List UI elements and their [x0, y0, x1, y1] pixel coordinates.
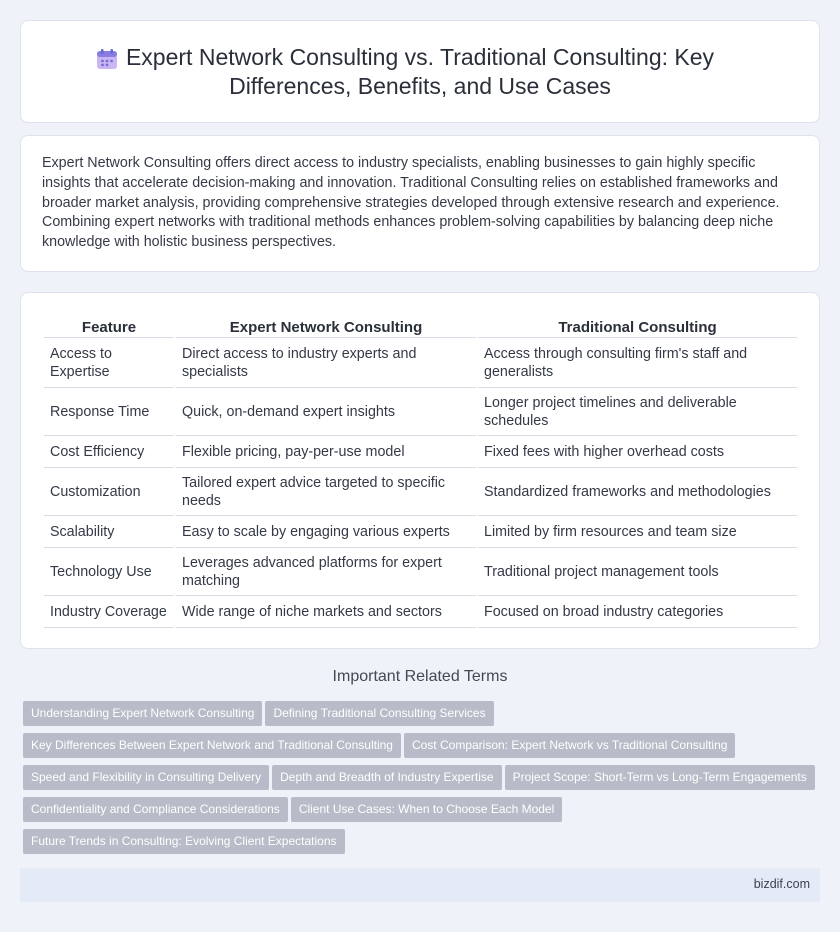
- related-terms-list: [23, 701, 823, 861]
- table-cell: Technology Use: [44, 548, 174, 596]
- related-term-tag[interactable]: Defining Traditional Consulting Services: [265, 701, 493, 726]
- related-term-tag[interactable]: Cost Comparison: Expert Network vs Traditional Consulting: [404, 733, 735, 758]
- column-header: Feature: [44, 315, 174, 338]
- header-card: [20, 20, 820, 123]
- table-row: [44, 516, 797, 548]
- related-term-tag[interactable]: Speed and Flexibility in Consulting Delivery: [23, 765, 269, 790]
- table-cell: Fixed fees with higher overhead costs: [478, 436, 797, 468]
- tag-row: [23, 797, 823, 829]
- tag-row: [23, 733, 823, 765]
- related-term-tag[interactable]: Key Differences Between Expert Network and Traditional Consulting: [23, 733, 401, 758]
- footer: [20, 868, 820, 902]
- table-row: [44, 338, 797, 388]
- table-cell: Quick, on-demand expert insights: [176, 388, 476, 436]
- column-header: Expert Network Consulting: [176, 315, 476, 338]
- related-term-tag[interactable]: Client Use Cases: When to Choose Each Model: [291, 797, 562, 822]
- table-cell: Cost Efficiency: [44, 436, 174, 468]
- table-cell: Focused on broad industry categories: [478, 596, 797, 628]
- related-term-tag[interactable]: Project Scope: Short-Term vs Long-Term Engagements: [505, 765, 815, 790]
- table-cell: Response Time: [44, 388, 174, 436]
- related-term-tag[interactable]: Depth and Breadth of Industry Expertise: [272, 765, 501, 790]
- table-cell: Longer project timelines and deliverable schedules: [478, 388, 797, 436]
- related-term-tag[interactable]: Future Trends in Consulting: Evolving Client Expectations: [23, 829, 345, 854]
- comparison-table-card: [20, 292, 820, 649]
- table-cell: Limited by firm resources and team size: [478, 516, 797, 548]
- tag-row: [23, 701, 823, 733]
- table-cell: Access to Expertise: [44, 338, 174, 388]
- table-row: [44, 436, 797, 468]
- related-terms-title: Important Related Terms: [332, 668, 508, 685]
- related-term-tag[interactable]: Confidentiality and Compliance Considerations: [23, 797, 288, 822]
- table-header-row: [44, 315, 797, 338]
- footer-site: bizdif.com: [753, 877, 810, 891]
- table-cell: Access through consulting firm's staff and generalists: [478, 338, 797, 388]
- intro-text: Expert Network Consulting offers direct access to industry specialists, enabling businesses to gain highly specific insights that accelerate decision-making and innovation. Traditional Consulting relies on established frameworks and broader market analysis, providing comprehensive strategies developed through extensive research and experience. Combining expert networks with traditional methods enhances problem-solving capabilities by balancing deep niche knowledge with holistic business perspectives.: [42, 155, 780, 251]
- column-header: Traditional Consulting: [478, 315, 797, 338]
- table-cell: Flexible pricing, pay-per-use model: [176, 436, 476, 468]
- table-cell: Wide range of niche markets and sectors: [176, 596, 476, 628]
- table-row: [44, 596, 797, 628]
- table-cell: Industry Coverage: [44, 596, 174, 628]
- table-cell: Customization: [44, 468, 174, 516]
- comparison-table: [42, 315, 799, 628]
- tag-row: [23, 765, 823, 797]
- tag-row: [23, 829, 823, 861]
- table-cell: Tailored expert advice targeted to specific needs: [176, 468, 476, 516]
- table-row: [44, 548, 797, 596]
- table-cell: Traditional project management tools: [478, 548, 797, 596]
- table-row: [44, 468, 797, 516]
- related-term-tag[interactable]: Understanding Expert Network Consulting: [23, 701, 262, 726]
- table-row: [44, 388, 797, 436]
- page-title: Expert Network Consulting vs. Traditional Consulting: Key Differences, Benefits, and Use Cases: [125, 44, 715, 99]
- table-cell: Leverages advanced platforms for expert matching: [176, 548, 476, 596]
- table-cell: Scalability: [44, 516, 174, 548]
- table-cell: Easy to scale by engaging various experts: [176, 516, 476, 548]
- intro-card: [20, 135, 820, 272]
- table-cell: Standardized frameworks and methodologies: [478, 468, 797, 516]
- table-cell: Direct access to industry experts and specialists: [176, 338, 476, 388]
